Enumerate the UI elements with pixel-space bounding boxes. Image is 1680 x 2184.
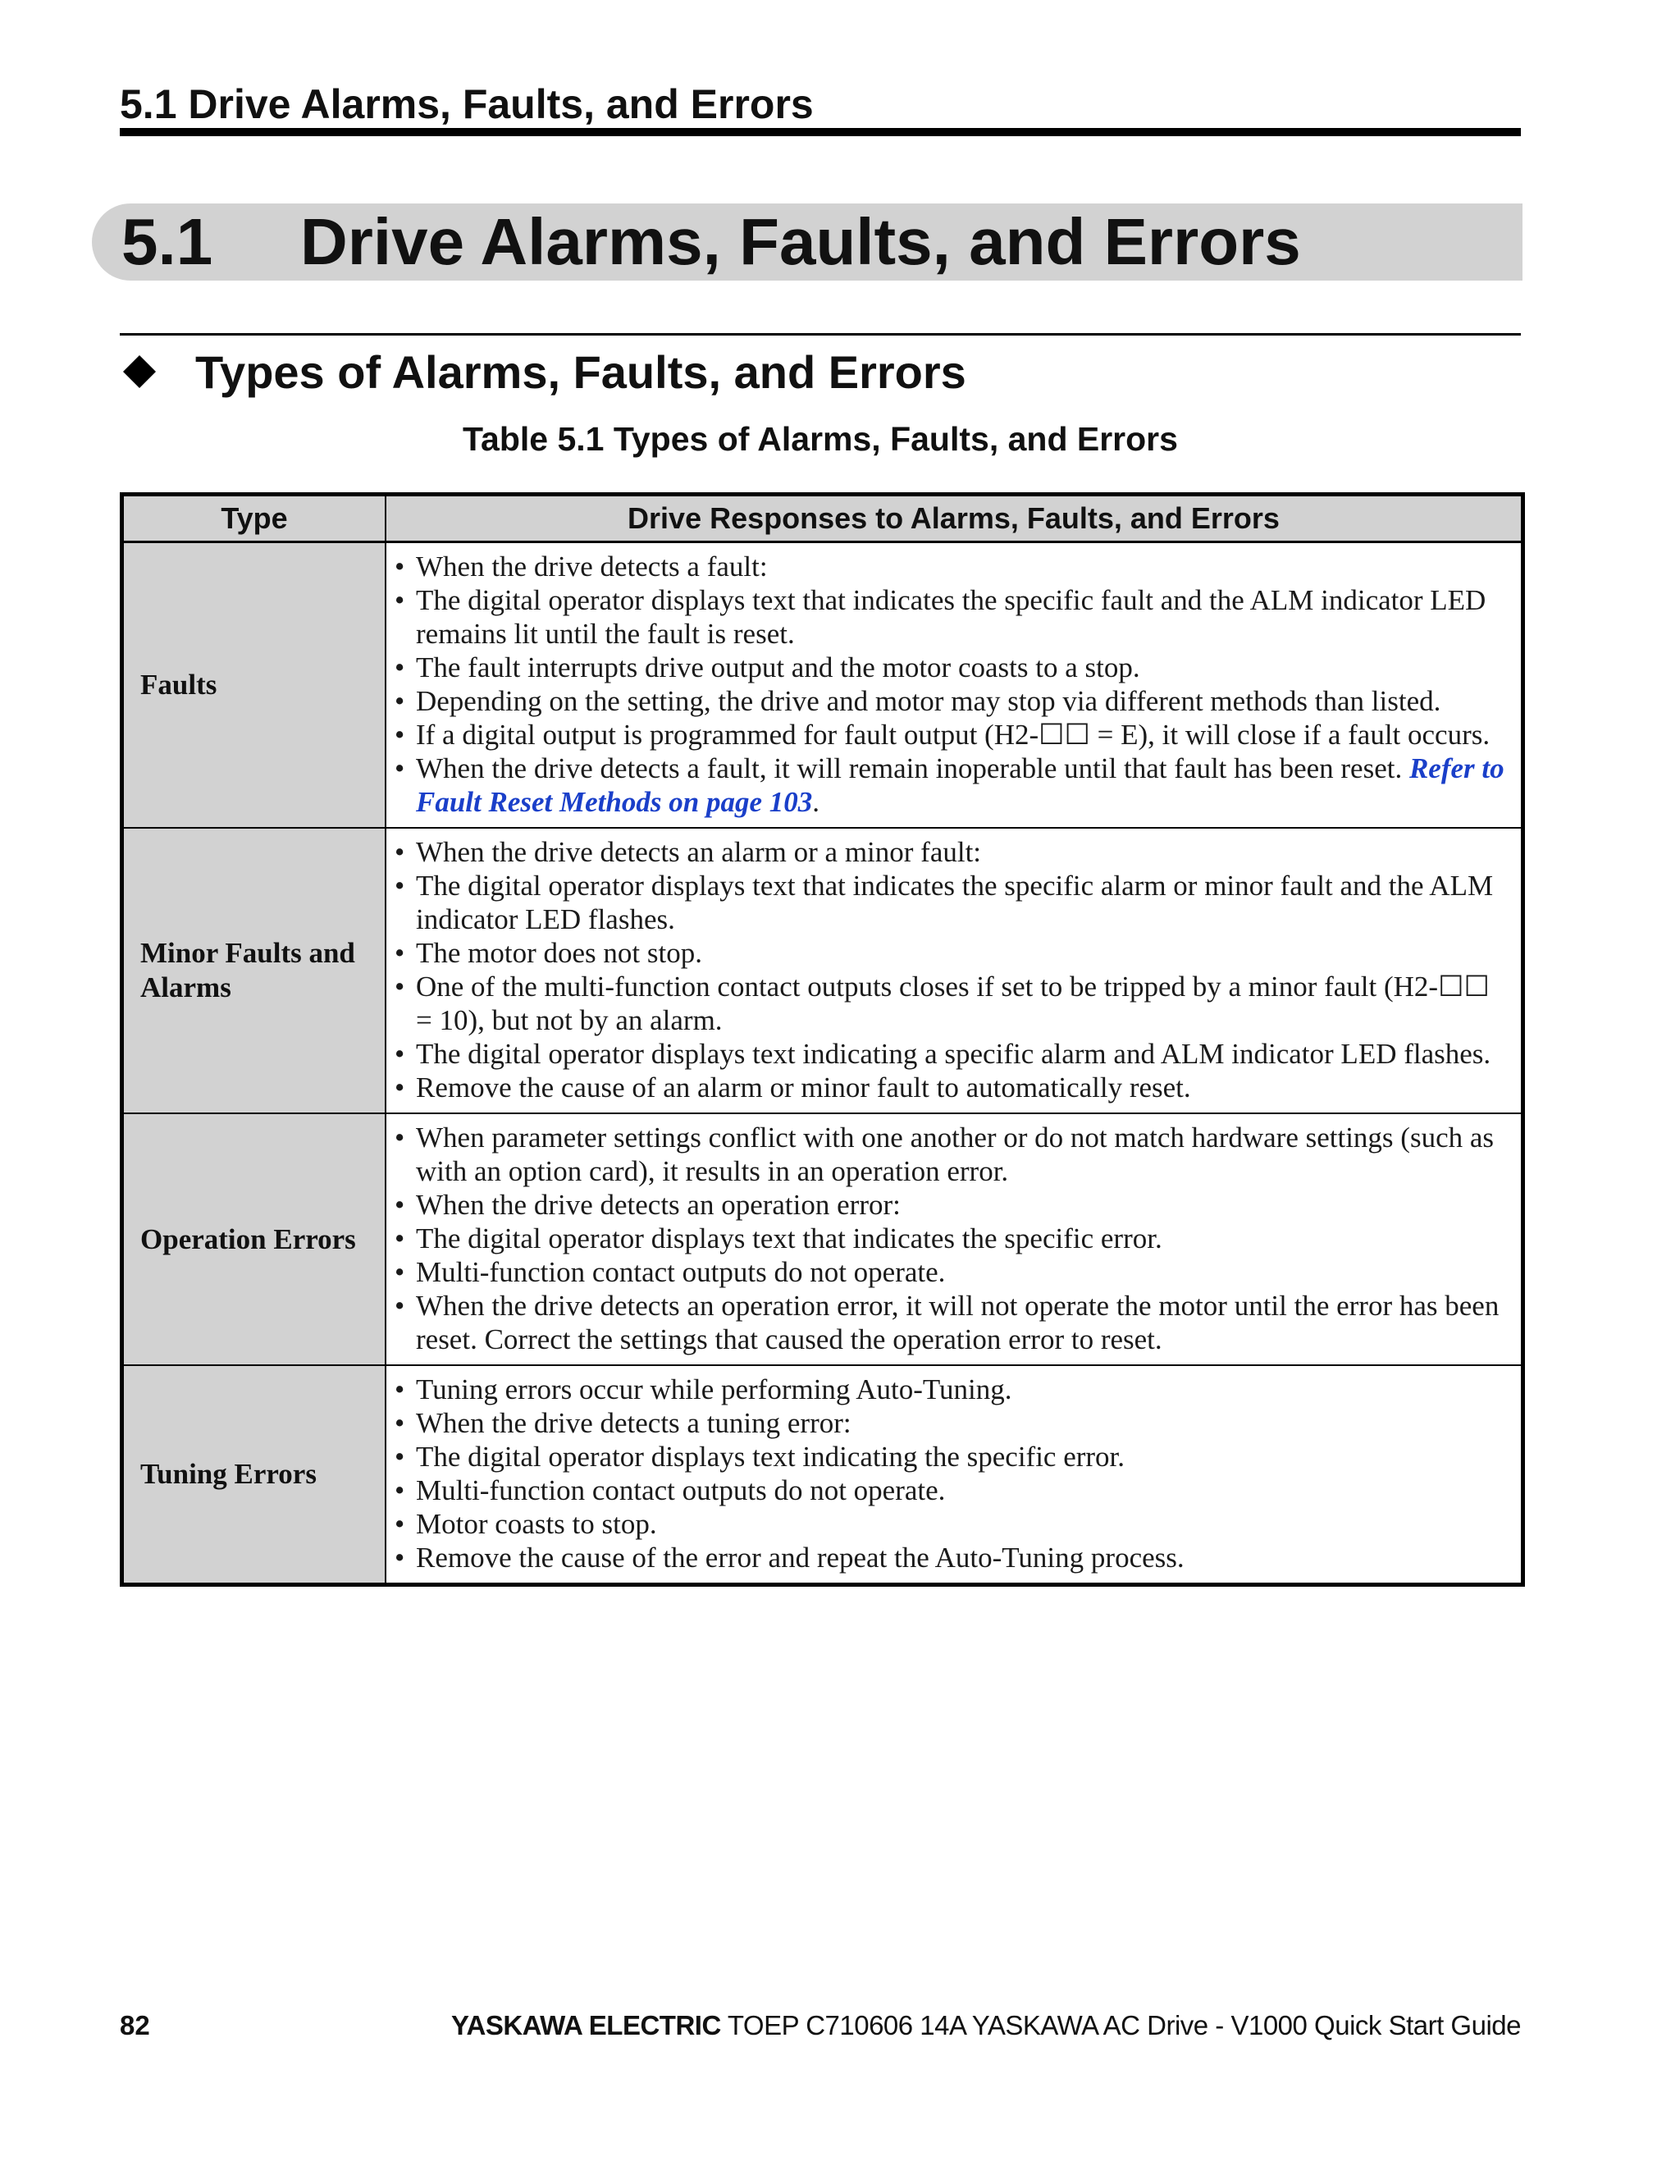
fault-reset-methods-link[interactable]: Refer to Fault Reset Methods on page 103 [416, 752, 1504, 818]
responses-cell-tuning-errors [386, 1365, 1523, 1585]
list-item: • Depending on the setting, the drive and motor may stop via different methods than listed. [395, 684, 1511, 718]
list-item: • When the drive detects an alarm or a minor fault: [395, 835, 1511, 869]
table-row-minor-faults [122, 828, 1523, 1113]
footer-doc-text: TOEP C710606 14A YASKAWA AC Drive - V1000 Quick Start Guide [720, 2010, 1521, 2040]
list-item: • Multi-function contact outputs do not operate. [395, 1255, 1511, 1289]
responses-cell-minor-faults [386, 828, 1523, 1113]
section-number: 5.1 [121, 205, 213, 278]
type-cell-faults: Faults [122, 542, 386, 829]
table-row-tuning-errors [122, 1365, 1523, 1585]
page-footer [120, 2007, 1521, 2045]
types-table [120, 492, 1525, 1587]
subsection-title: Types of Alarms, Faults, and Errors [195, 345, 966, 398]
list-item: • The digital operator displays text that indicates the specific alarm or minor fault and the ALM indicator LED flashes. [395, 869, 1511, 936]
list-item: • Remove the cause of an alarm or minor fault to automatically reset. [395, 1071, 1511, 1104]
footer-brand: YASKAWA ELECTRIC [451, 2010, 721, 2040]
section-title: Drive Alarms, Faults, and Errors [300, 205, 1301, 278]
type-cell-minor-faults: Minor Faults and Alarms [122, 828, 386, 1113]
list-item: • When the drive detects an operation error, it will not operate the motor until the error has been reset. Correct the settings that caused the operation error to reset. [395, 1289, 1511, 1356]
list-item: • The fault interrupts drive output and the motor coasts to a stop. [395, 651, 1511, 684]
list-item: • The digital operator displays text indicating the specific error. [395, 1440, 1511, 1474]
bullet-list [395, 550, 1511, 819]
list-item: • If a digital output is programmed for fault output (H2-☐☐ = E), it will close if a fault occurs. [395, 718, 1511, 752]
running-header [120, 75, 1521, 136]
running-header-text: 5.1 Drive Alarms, Faults, and Errors [120, 81, 814, 127]
type-cell-operation-errors: Operation Errors [122, 1113, 386, 1365]
list-item: • Remove the cause of the error and repeat the Auto-Tuning process. [395, 1541, 1511, 1574]
list-item [395, 752, 1511, 819]
type-cell-tuning-errors: Tuning Errors [122, 1365, 386, 1585]
list-item: • The motor does not stop. [395, 936, 1511, 970]
list-item: • When the drive detects a tuning error: [395, 1406, 1511, 1440]
page-number: 82 [120, 2010, 150, 2040]
list-item: • When the drive detects a fault: [395, 550, 1511, 583]
responses-cell-operation-errors [386, 1113, 1523, 1365]
footer-doc-info [451, 2007, 1521, 2045]
table-row-faults [122, 542, 1523, 829]
bullet-list [395, 835, 1511, 1104]
subsection-heading [120, 343, 966, 400]
list-item: • When parameter settings conflict with one another or do not match hardware settings (such as with an option card), it results in an operation error. [395, 1121, 1511, 1188]
column-header-responses: Drive Responses to Alarms, Faults, and Errors [386, 495, 1523, 542]
table-row-operation-errors [122, 1113, 1523, 1365]
bullet-list [395, 1121, 1511, 1356]
list-item: • Multi-function contact outputs do not operate. [395, 1474, 1511, 1507]
list-item-end: . [812, 786, 819, 818]
column-header-type: Type [122, 495, 386, 542]
diamond-bullet-icon [123, 355, 156, 388]
bullet-list [395, 1373, 1511, 1574]
table-caption: Table 5.1 Types of Alarms, Faults, and Errors [463, 420, 1178, 458]
table-header-row [122, 495, 1523, 542]
list-item: • The digital operator displays text that indicates the specific error. [395, 1222, 1511, 1255]
subsection-rule [120, 333, 1521, 336]
list-item-text: When the drive detects a fault, it will remain inoperable until that fault has been reset. [416, 752, 1403, 784]
responses-cell-faults [386, 542, 1523, 829]
list-item: • Motor coasts to stop. [395, 1507, 1511, 1541]
list-item: • Tuning errors occur while performing Auto-Tuning. [395, 1373, 1511, 1406]
list-item: • When the drive detects an operation error: [395, 1188, 1511, 1222]
list-item: • The digital operator displays text indicating a specific alarm and ALM indicator LED flashes. [395, 1037, 1511, 1071]
list-item: • The digital operator displays text that indicates the specific fault and the ALM indicator LED remains lit until the fault is reset. [395, 583, 1511, 651]
list-item: • One of the multi-function contact outputs closes if set to be tripped by a minor fault (H2-☐☐ = 10), but not by an alarm. [395, 970, 1511, 1037]
